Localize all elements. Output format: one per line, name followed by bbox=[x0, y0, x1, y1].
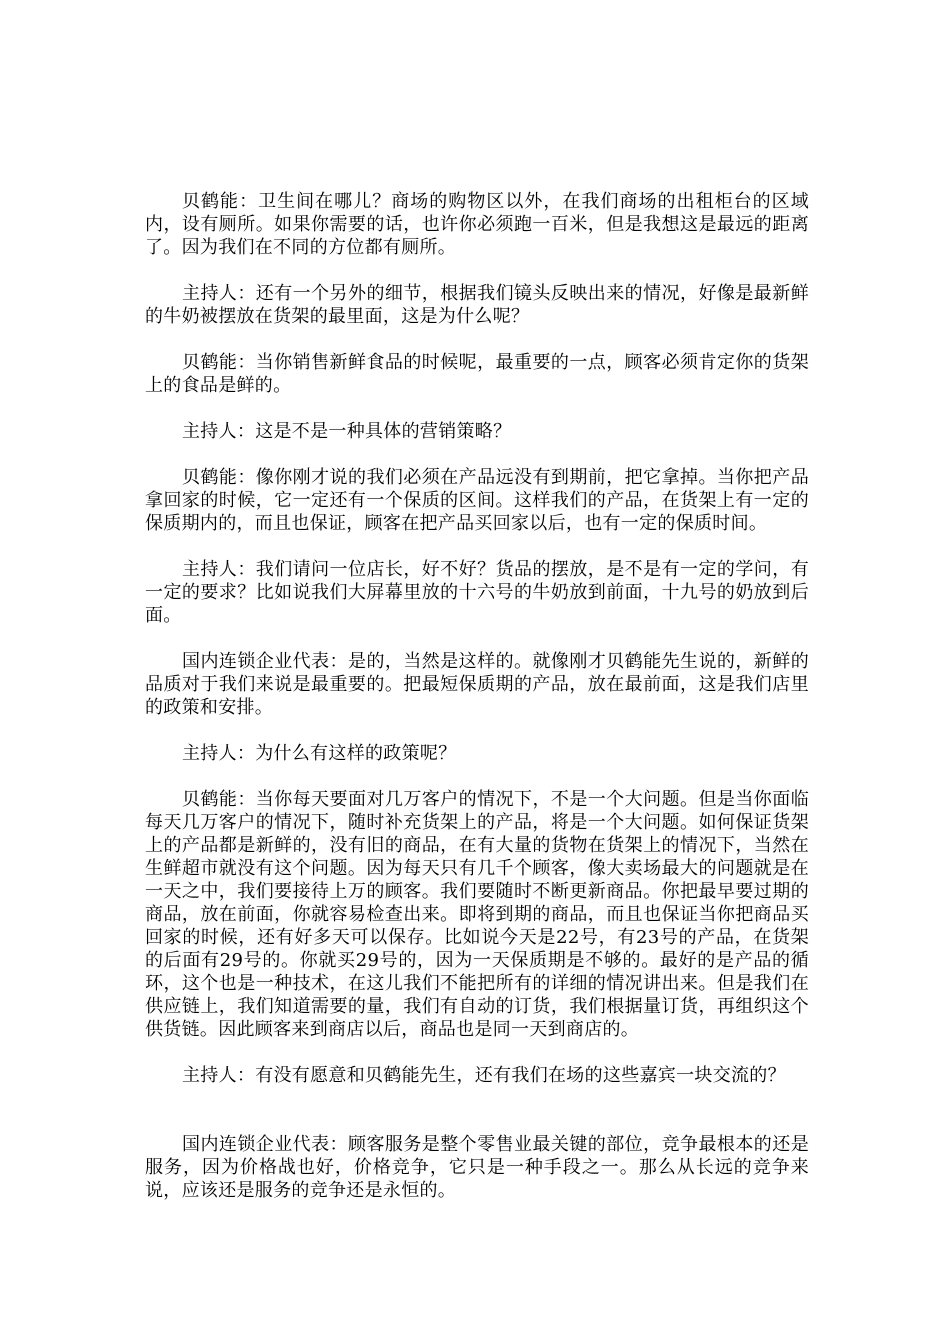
paragraph-10: 主持人：有没有愿意和贝鹤能先生，还有我们在场的这些嘉宾一块交流的？ bbox=[182, 1065, 786, 1086]
paragraph-4: 主持人：这是不是一种具体的营销策略？ bbox=[182, 421, 512, 442]
paragraph-9: 贝鹤能：当你每天要面对几万客户的情况下，不是一个大问题。但是当你面临每天几万客户的情况下，随时补充货架上的产品，将是一个大问题。如何保证货架上的产品都是新鲜的，没有旧的商品，在有大量的货物在货架上的情况下，当然在生鲜超市就没有这个问题。因为每天只有几千个顾客，像大卖场最大的问题就是在一天之中，我们要接待上万的顾客。我们要随时不断更新商品。你把最早要过期的商品，放在前面，你就容易检查出来。即将到期的商品，而且也保证当你把商品买回家的时候，还有好多天可以保存。比如说今天是22号，有23号的产品，在货架的后面有29号的。你就买29号的，因为一天保质期是不够的。最好的是产品的循环，这个也是一种技术，在这儿我们不能把所有的详细的情况讲出来。但是我们在供应链上，我们知道需要的量，我们有自动的订货，我们根据量订货，再组织这个供货链。因此顾客来到商店以后，商品也是同一天到商店的。 bbox=[145, 789, 809, 1040]
paragraph-1: 贝鹤能：卫生间在哪儿？商场的购物区以外，在我们商场的出租柜台的区域内，设有厕所。如果你需要的话，也许你必须跑一百米，但是我想这是最远的距离了。因为我们在不同的方位都有厕所。 bbox=[145, 191, 809, 258]
document-body bbox=[145, 190, 809, 1225]
paragraph-3: 贝鹤能：当你销售新鲜食品的时候呢，最重要的一点，顾客必须肯定你的货架上的食品是鲜的。 bbox=[145, 352, 809, 396]
paragraph-8: 主持人：为什么有这样的政策呢？ bbox=[182, 743, 457, 764]
paragraph-5: 贝鹤能：像你刚才说的我们必须在产品远没有到期前，把它拿掉。当你把产品拿回家的时候，它一定还有一个保质的区间。这样我们的产品，在货架上有一定的保质期内的，而且也保证，顾客在把产品买回家以后，也有一定的保质时间。 bbox=[145, 467, 809, 534]
paragraph-7: 国内连锁企业代表：是的，当然是这样的。就像刚才贝鹤能先生说的，新鲜的品质对于我们来说是最重要的。把最短保质期的产品，放在最前面，这是我们店里的政策和安排。 bbox=[145, 651, 809, 718]
paragraph-2: 主持人：还有一个另外的细节，根据我们镜头反映出来的情况，好像是最新鲜的牛奶被摆放在货架的最里面，这是为什么呢？ bbox=[145, 283, 809, 327]
paragraph-6: 主持人：我们请问一位店长，好不好？货品的摆放，是不是有一定的学问，有一定的要求？比如说我们大屏幕里放的十六号的牛奶放到前面，十九号的奶放到后面。 bbox=[145, 559, 809, 626]
paragraph-11: 国内连锁企业代表：顾客服务是整个零售业最关键的部位，竞争最根本的还是服务，因为价格战也好，价格竞争，它只是一种手段之一。那么从长远的竞争来说，应该还是服务的竞争还是永恒的。 bbox=[145, 1134, 809, 1201]
